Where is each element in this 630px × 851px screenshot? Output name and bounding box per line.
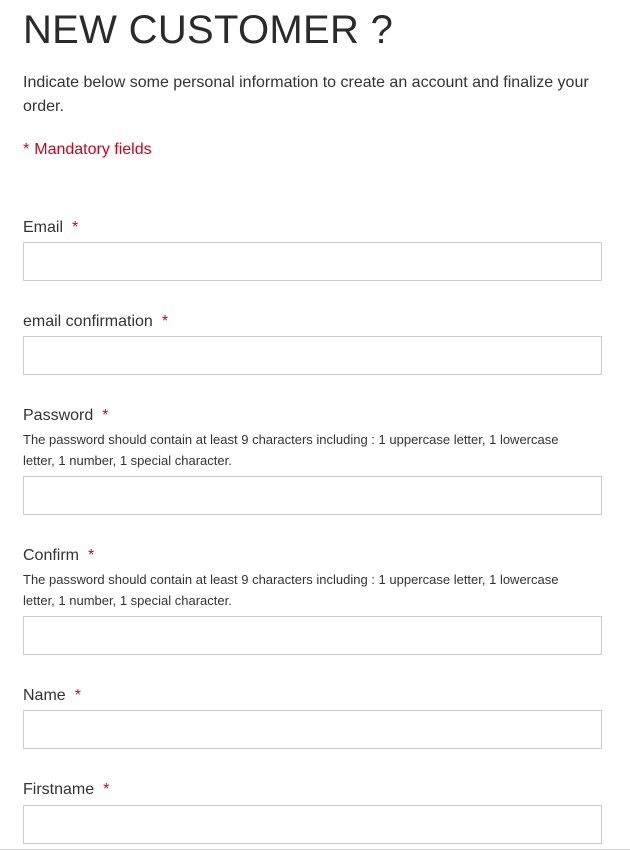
- mandatory-asterisk: *: [23, 141, 30, 158]
- password-label-text: Password: [23, 407, 94, 424]
- required-asterisk: *: [103, 781, 110, 798]
- email-confirmation-input[interactable]: [23, 336, 602, 375]
- password-input[interactable]: [23, 476, 602, 515]
- email-confirmation-label-text: email confirmation: [23, 313, 153, 330]
- firstname-input[interactable]: [23, 805, 602, 844]
- required-asterisk: *: [74, 687, 81, 704]
- email-label: [23, 217, 78, 239]
- required-asterisk: *: [88, 547, 95, 564]
- intro-text: Indicate below some personal information to create an account and finalize your order.: [23, 74, 589, 115]
- bottom-divider: [0, 849, 630, 850]
- mandatory-fields-note: [23, 139, 152, 161]
- page-title: NEW CUSTOMER ?: [23, 8, 394, 52]
- email-input[interactable]: [23, 242, 602, 281]
- mandatory-fields-label: Mandatory fields: [34, 141, 152, 158]
- email-label-text: Email: [23, 219, 64, 236]
- required-asterisk: *: [161, 313, 169, 330]
- required-asterisk: *: [102, 407, 109, 424]
- required-asterisk: *: [72, 219, 79, 236]
- confirm-password-label: [23, 545, 94, 567]
- firstname-label: [23, 779, 109, 801]
- name-input[interactable]: [23, 710, 602, 749]
- confirm-password-hint: The password should contain at least 9 characters including : 1 uppercase letter, 1 lowercase letter, 1 number, 1 special character.: [23, 572, 559, 608]
- confirm-password-input[interactable]: [23, 616, 602, 655]
- name-label-text: Name: [23, 687, 66, 704]
- password-label: [23, 405, 108, 427]
- confirm-password-label-text: Confirm: [23, 547, 80, 564]
- name-label: [23, 685, 81, 707]
- password-hint: The password should contain at least 9 characters including : 1 uppercase letter, 1 lowercase letter, 1 number, 1 special character.: [23, 432, 559, 468]
- email-confirmation-label: [23, 311, 168, 333]
- firstname-label-text: Firstname: [23, 781, 95, 798]
